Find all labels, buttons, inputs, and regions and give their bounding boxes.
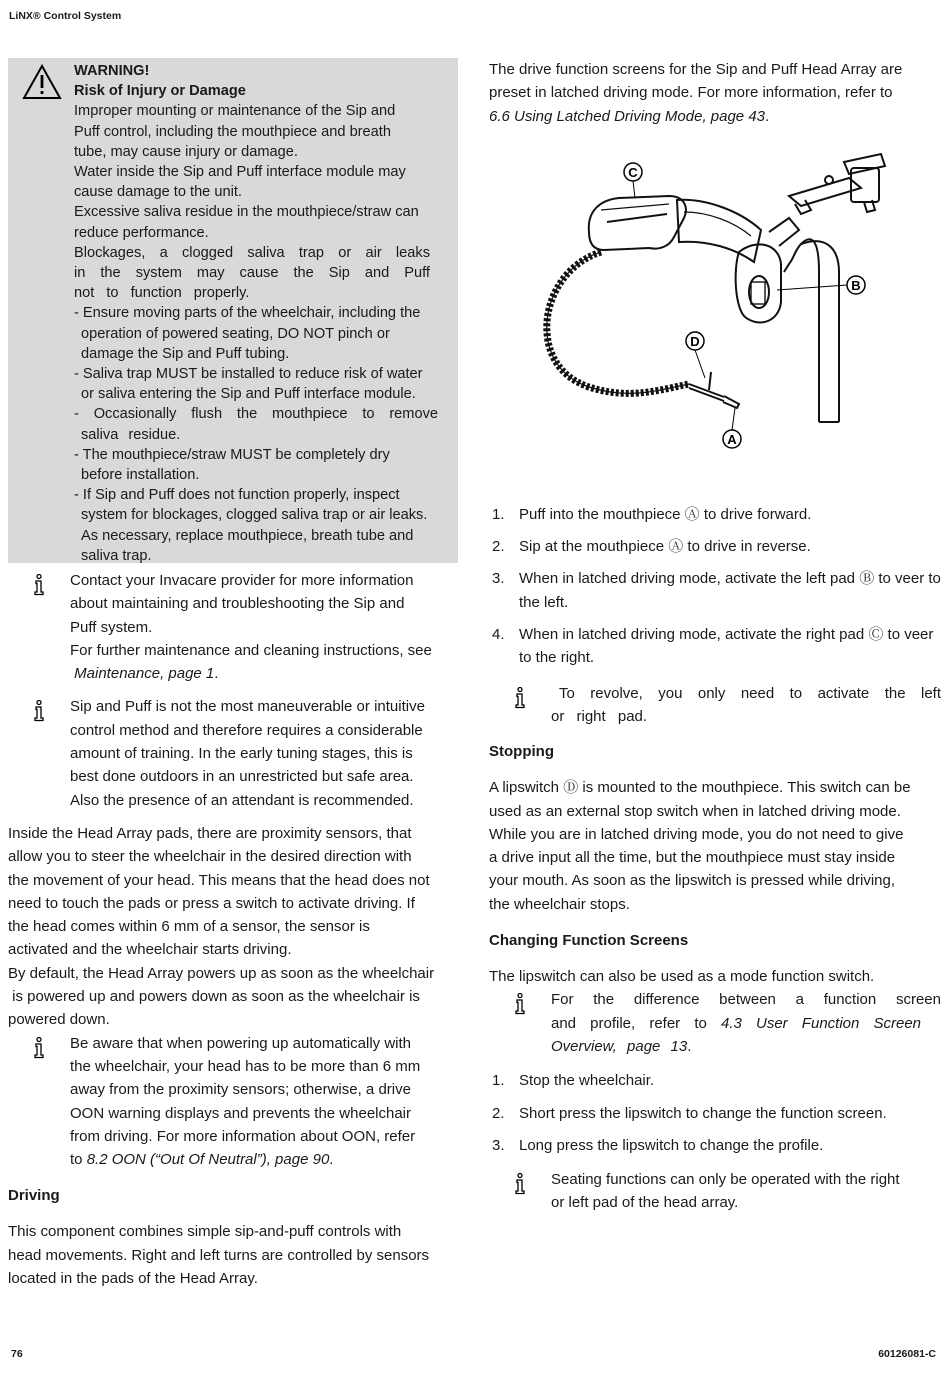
warning-line: cause damage to the unit. [74, 184, 242, 201]
warning-bullet: - If Sip and Puff does not function properly, inspect [74, 487, 400, 504]
step-text: Long press the lipswitch to change the profile. [519, 1136, 824, 1154]
note-line: away from the proximity sensors; otherwise, a drive [70, 1081, 411, 1099]
warning-line: system for blockages, clogged saliva trap or air leaks. [81, 507, 428, 524]
warning-line: or saliva entering the Sip and Puff interface module. [81, 386, 416, 403]
callout-label: A [727, 431, 737, 447]
list-item [489, 1102, 941, 1125]
info-icon [513, 1173, 527, 1195]
note-line: Contact your Invacare provider for more information [70, 572, 414, 589]
function-screen-link-page[interactable]: Overview, page 13 [551, 1037, 688, 1055]
changing-paragraph [489, 965, 941, 988]
info-icon [32, 1037, 46, 1059]
body-line: The lipswitch can also be used as a mode function switch. [489, 968, 875, 986]
driving-paragraph [8, 1220, 458, 1290]
warning-line: Excessive saliva residue in the mouthpiece/straw can [74, 204, 419, 221]
body-line: powered down. [8, 1011, 110, 1029]
function-screen-link[interactable]: 4.3 User Function Screen [721, 1014, 922, 1032]
warning-bullet: - Ensure moving parts of the wheelchair, including the [74, 305, 421, 322]
note-line: control method and therefore requires a considerable [70, 721, 423, 739]
warning-triangle-icon [22, 64, 62, 100]
note-line: or right pad. [551, 707, 648, 725]
change-steps-list [489, 1069, 941, 1157]
mount-post [769, 218, 799, 246]
warning-line: Puff control, including the mouthpiece and breath [74, 123, 391, 140]
note-line: from driving. For more information about OON, refer [70, 1127, 416, 1145]
body-line: the wheelchair stops. [489, 895, 630, 913]
body-line: The drive function screens for the Sip and Puff Head Array are [489, 61, 903, 78]
note-end: . [687, 1037, 692, 1055]
note-line: Be aware that when powering up automatically with [70, 1034, 412, 1052]
latched-mode-link[interactable]: 6.6 Using Latched Driving Mode, page 43 [489, 107, 766, 125]
note-line: For further maintenance and cleaning instructions, see [70, 641, 432, 659]
warning-line: operation of powered seating, DO NOT pinch or [81, 325, 390, 342]
warning-line: in the system may cause the Sip and Puff [74, 265, 430, 282]
step-number: 2. [492, 538, 505, 556]
step-number: 2. [492, 1104, 505, 1122]
note-line: OON warning displays and prevents the wheelchair [70, 1104, 412, 1122]
step-number: 4. [492, 626, 505, 644]
body-line: preset in latched driving mode. For more information, refer to [489, 84, 893, 102]
changing-heading: Changing Function Screens [489, 932, 689, 950]
warning-line: tube, may cause injury or damage. [74, 143, 298, 160]
body-line: activated and the wheelchair starts driving. [8, 941, 292, 959]
driving-heading: Driving [8, 1187, 60, 1205]
callout-b [777, 276, 865, 294]
callout-d [686, 332, 705, 378]
body-line: Inside the Head Array pads, there are proximity sensors, that [8, 824, 412, 842]
info-note [489, 1168, 941, 1215]
note-line: Puff system. [70, 618, 153, 636]
intro-paragraph [489, 58, 941, 128]
note-line: or left pad of the head array. [551, 1194, 739, 1212]
warning-bullet: - The mouthpiece/straw MUST be completely dry [74, 446, 390, 463]
warning-line: saliva trap. [81, 547, 152, 564]
list-item [489, 535, 941, 558]
callout-label: B [851, 277, 861, 293]
warning-line: Improper mounting or maintenance of the Sip and [74, 103, 396, 120]
info-note [8, 695, 458, 811]
step-number: 1. [492, 1072, 505, 1090]
step-text: Stop the wheelchair. [519, 1072, 655, 1090]
step-number: 1. [492, 505, 505, 523]
body-line: a drive input all the time, but the mouthpiece must stay inside [489, 849, 896, 867]
head-array-paragraph [8, 822, 458, 1032]
note-line: Also the presence of an attendant is recommended. [70, 791, 414, 809]
document-code: 60126081-C [878, 1348, 936, 1360]
warning-line: damage the Sip and Puff tubing. [81, 345, 290, 362]
drive-steps-list [489, 503, 941, 670]
body-line: need to touch the pads or press a switch to activate driving. If [8, 894, 415, 912]
list-item [489, 1069, 941, 1092]
body-line: located in the pads of the Head Array. [8, 1270, 258, 1288]
note-line: about maintaining and troubleshooting the Sip and [70, 595, 405, 613]
note-line: the wheelchair, your head has to be more than 6 mm [70, 1057, 421, 1075]
body-line: used as an external stop switch when in latched driving mode. [489, 802, 901, 820]
stopping-paragraph [489, 776, 941, 916]
list-item [489, 623, 941, 670]
oon-link[interactable]: 8.2 OON (“Out Of Neutral”), page 90 [86, 1151, 330, 1169]
note-line: amount of training. In the early tuning stages, this is [70, 745, 413, 763]
note-prefix: to [70, 1151, 87, 1169]
note-end: . [329, 1151, 334, 1169]
step-number: 3. [492, 1136, 505, 1154]
info-note [489, 682, 941, 729]
list-item [489, 567, 941, 614]
info-note [8, 569, 458, 685]
warning-bullet: - Saliva trap MUST be installed to reduce risk of water [74, 366, 423, 383]
step-text: When in latched driving mode, activate the left pad Ⓑ to veer to the left. [519, 570, 941, 611]
warning-line: before installation. [81, 467, 200, 484]
left-column [8, 58, 458, 1290]
step-text: Sip at the mouthpiece Ⓐ to drive in reverse. [519, 538, 811, 556]
step-text: When in latched driving mode, activate the right pad Ⓒ to veer to the right. [519, 626, 934, 667]
step-text: Short press the lipswitch to change the function screen. [519, 1104, 887, 1122]
warning-line: Water inside the Sip and Puff interface module may [74, 164, 406, 181]
info-icon [32, 700, 46, 722]
info-icon [513, 993, 527, 1015]
body-line: the head comes within 6 mm of a sensor, the sensor is [8, 918, 370, 936]
warning-line: not to function properly. [74, 285, 250, 302]
warning-box [8, 58, 458, 563]
warning-title: WARNING! [74, 63, 150, 79]
left-pad-shape [589, 196, 686, 250]
callout-label: D [690, 333, 700, 349]
note-line: best done outdoors in an unrestricted but safe area. [70, 768, 414, 786]
body-line: A lipswitch Ⓓ is mounted to the mouthpiece. This switch can be [489, 779, 911, 797]
note-line: Sip and Puff is not the most maneuverable or intuitive [70, 698, 425, 716]
note-end: . [214, 665, 219, 683]
list-item [489, 503, 941, 526]
warning-line: As necessary, replace mouthpiece, breath tube and [81, 527, 414, 544]
step-number: 3. [492, 570, 505, 588]
info-icon [32, 574, 46, 596]
right-column [489, 58, 941, 1215]
body-line: head movements. Right and left turns are controlled by sensors [8, 1246, 430, 1264]
stopping-heading: Stopping [489, 743, 554, 761]
back-pad-shape [677, 200, 761, 262]
body-line: allow you to steer the wheelchair in the desired direction with [8, 848, 412, 866]
page-number: 76 [11, 1348, 23, 1360]
info-note [489, 988, 941, 1058]
running-header: LiNX® Control System [9, 10, 122, 22]
body-line: your mouth. As soon as the lipswitch is pressed while driving, [489, 872, 896, 890]
body-line: the movement of your head. This means that the head does not [8, 871, 430, 889]
info-icon [513, 687, 527, 709]
callout-a [723, 408, 741, 448]
callout-label: C [628, 164, 638, 180]
warning-subtitle: Risk of Injury or Damage [74, 83, 246, 100]
warning-line: saliva residue. [81, 426, 181, 443]
maintenance-link[interactable]: Maintenance, page 1 [74, 665, 215, 683]
note-line: For the difference between a function screen [551, 991, 941, 1009]
body-line: While you are in latched driving mode, you do not need to give [489, 825, 904, 843]
warning-line: Blockages, a clogged saliva trap or air leaks [74, 244, 430, 261]
note-line: To revolve, you only need to activate the left [559, 684, 941, 702]
warning-bullet: - Occasionally flush the mouthpiece to remove [74, 406, 438, 423]
step-text: Puff into the mouthpiece Ⓐ to drive forward. [519, 505, 812, 523]
body-end: . [765, 107, 770, 125]
body-line: is powered up and powers down as soon as the wheelchair is [8, 988, 420, 1006]
note-line: and profile, refer to [551, 1014, 707, 1032]
callout-c [624, 163, 642, 198]
list-item [489, 1134, 941, 1157]
body-line: By default, the Head Array powers up as soon as the wheelchair [8, 964, 435, 982]
info-note [8, 1032, 458, 1172]
body-line: This component combines simple sip-and-puff controls with [8, 1223, 402, 1241]
note-line: Seating functions can only be operated with the right [551, 1171, 900, 1189]
warning-line: reduce performance. [74, 224, 209, 241]
sip-puff-head-array-illustration [489, 152, 941, 452]
